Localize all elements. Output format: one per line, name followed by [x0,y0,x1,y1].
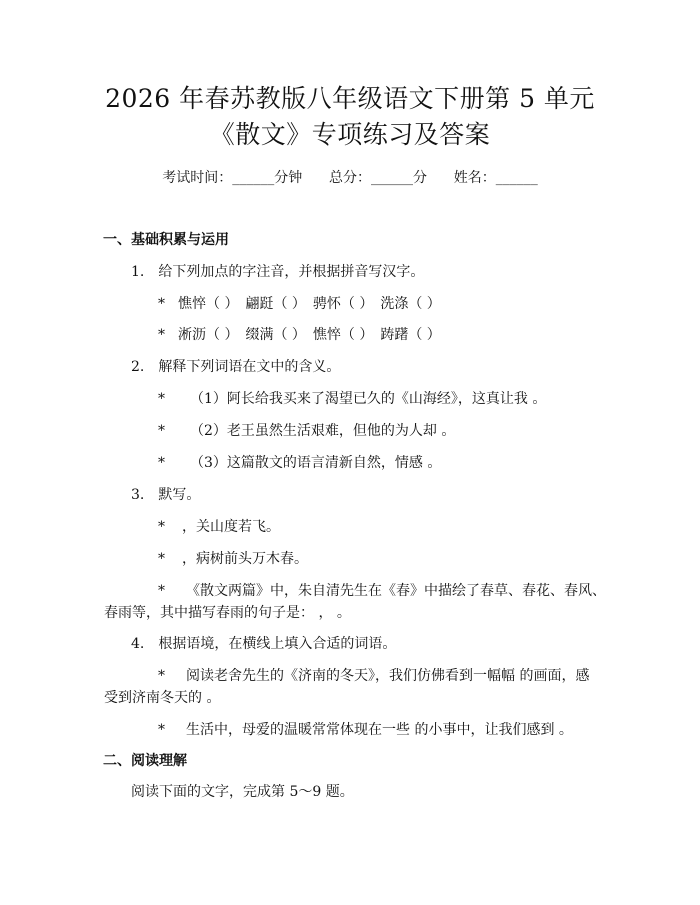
question-1-stem: 1. 给下列加点的字注音，并根据拼音写汉字。 [131,264,425,280]
section-heading: 二、阅读理解 [103,753,187,769]
question-4-stem: 4. 根据语境，在横线上填入合适的词语。 [131,636,397,652]
title-line-2: 《散文》专项练习及答案 [209,120,491,149]
question-1-row-1-text: 憔悴（ ） 翩跹（ ） 骋怀（ ） 洗涤（ ） [178,296,441,312]
exam-info [0,168,700,188]
question-3-item-3-text-1: 《散文两篇》中，朱自清先生在《春》中描绘了春草、春花、春风、 [186,583,606,599]
question-4-item-2 [158,720,573,740]
question-2-item-3 [158,453,441,473]
question-1-row-2 [158,325,441,345]
bullet: * [158,519,165,535]
bullet: * [158,722,165,738]
question-3-item-3-line-1 [158,581,606,601]
bullet: * [158,391,165,407]
title-line-1: 2026 年春苏教版八年级语文下册第 5 单元 [105,84,595,113]
bullet: * [158,296,165,312]
question-1-row-2-text: 淅沥（ ） 缀满（ ） 憔悴（ ） 踌躇（ ） [178,327,441,343]
question-2-item-2-text: （2）老王虽然生活艰难，但他的为人却 。 [190,423,456,439]
bullet: * [158,583,165,599]
student-name: 姓名：______ [453,170,538,186]
reading-intro: 阅读下面的文字，完成第 5～9 题。 [131,784,354,800]
exam-time: 考试时间：______分钟 [162,170,303,186]
question-4-item-1-line-1 [158,666,589,686]
bullet: * [158,551,165,567]
bullet: * [158,327,165,343]
question-2-item-1-text: （1）阿长给我买来了渴望已久的《山海经》，这真让我 。 [190,391,547,407]
question-4-item-1-line-2: 受到济南冬天的 。 [104,690,221,706]
question-3-item-1-text: ，关山度若飞。 [182,519,280,535]
bullet: * [158,668,165,684]
question-2-item-2 [158,421,455,441]
question-2-item-3-text: （3）这篇散文的语言清新自然，情感 。 [190,455,442,471]
exam-score: 总分：______分 [329,170,427,186]
question-4-item-2-text: 生活中，母爱的温暖常常体现在一些 的小事中，让我们感到 。 [186,722,573,738]
bullet: * [158,455,165,471]
question-3-stem: 3. 默写。 [131,487,201,503]
question-2-item-1 [158,389,546,409]
section-heading: 一、基础积累与运用 [103,232,229,248]
question-3-item-3-line-2: 春雨等，其中描写春雨的句子是： ， 。 [104,605,351,621]
bullet: * [158,423,165,439]
question-3-item-2-text: ，病树前头万木春。 [182,551,308,567]
question-1-row-1 [158,294,441,314]
question-4-item-1-text-1: 阅读老舍先生的《济南的冬天》，我们仿佛看到一幅幅 的画面，感 [186,668,590,684]
question-3-item-1 [158,517,280,537]
question-2-stem: 2. 解释下列词语在文中的含义。 [131,359,341,375]
question-3-item-2 [158,549,308,569]
